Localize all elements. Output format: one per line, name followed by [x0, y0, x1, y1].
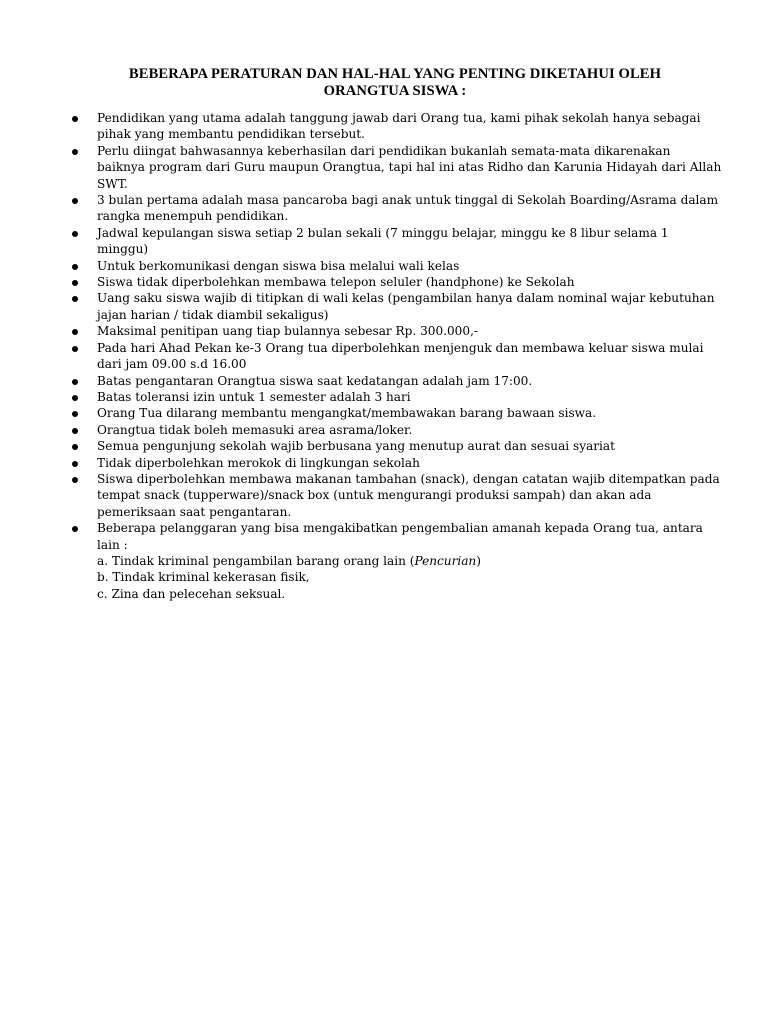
violation-a-text: a. Tindak kriminal pengambilan barang orang lain (: [97, 553, 415, 568]
violation-b: b. Tindak kriminal kekerasan fisik,: [97, 570, 310, 585]
bullet-icon: [72, 379, 78, 385]
rule-item: [72, 323, 722, 339]
bullet-icon: [72, 231, 78, 237]
rule-text: Untuk berkomunikasi dengan siswa bisa melalui wali kelas: [97, 258, 460, 273]
rule-item: [72, 471, 722, 520]
rule-item: [72, 225, 722, 258]
bullet-icon: [72, 296, 78, 302]
rule-text: Uang saku siswa wajib di titipkan di wali kelas (pengambilan hanya dalam nominal wajar kebutuhan jajan harian / tidak diambil sekaligus): [97, 291, 715, 322]
violation-a: [97, 553, 722, 569]
bullet-icon: [72, 395, 78, 401]
rule-text: Semua pengunjung sekolah wajib berbusana yang menutup aurat dan sesuai syariat: [97, 439, 615, 454]
rule-text: Siswa tidak diperbolehkan membawa telepon seluler (handphone) ke Sekolah: [97, 275, 575, 290]
rule-text: Pendidikan yang utama adalah tanggung jawab dari Orang tua, kami pihak sekolah hanya sebagai pihak yang membantu pendidikan tersebut.: [97, 111, 701, 142]
rule-text: Perlu diingat bahwasannya keberhasilan dari pendidikan bukanlah semata-mata dikarenakan baiknya program dari Guru maupun Orangtua, tapi hal ini atas Ridho dan Karunia Hidayah dari Allah SWT.: [97, 143, 722, 191]
rule-item: [72, 290, 722, 323]
rule-item: [72, 373, 722, 389]
bullet-icon: [72, 280, 78, 286]
rule-item: [72, 143, 722, 192]
bullet-icon: [72, 264, 78, 270]
title-line-2: ORANGTUA SISWA :: [323, 82, 467, 99]
rule-text: Orang Tua dilarang membantu mengangkat/membawakan barang bawaan siswa.: [97, 406, 597, 421]
bullet-icon: [72, 116, 78, 122]
rule-item: [72, 340, 722, 373]
bullet-icon: [72, 428, 78, 434]
rule-text: Beberapa pelanggaran yang bisa mengakibatkan pengembalian amanah kepada Orang tua, antara lain :: [97, 521, 703, 552]
rule-item: [72, 422, 722, 438]
document-title: [60, 66, 730, 99]
violation-a-suffix: ): [476, 553, 481, 568]
rule-item: [72, 455, 722, 471]
rule-text: Batas toleransi izin untuk 1 semester adalah 3 hari: [97, 389, 411, 404]
rule-text: Pada hari Ahad Pekan ke-3 Orang tua diperbolehkan menjenguk dan membawa keluar siswa mulai dari jam 09.00 s.d 16.00: [97, 340, 704, 372]
rule-text: Siswa diperbolehkan membawa makanan tambahan (snack), dengan catatan wajib ditempatkan pada tempat snack (tupperware)/snack box (untuk mengurangi produksi sampah) dan akan ada pemeriksaan saat pengantaran.: [97, 471, 720, 519]
rule-text: Batas pengantaran Orangtua siswa saat kedatangan adalah jam 17:00.: [97, 373, 533, 388]
rule-item: [72, 405, 722, 421]
rule-text: Maksimal penitipan uang tiap bulannya sebesar Rp. 300.000,-: [97, 324, 479, 339]
bullet-icon: [72, 477, 78, 483]
bullet-icon: [72, 411, 78, 417]
rules-list: [72, 110, 722, 602]
rule-text: 3 bulan pertama adalah masa pancaroba bagi anak untuk tinggal di Sekolah Boarding/Asrama dalam rangka menempuh pendidikan.: [97, 193, 719, 224]
violation-c: c. Zina dan pelecehan seksual.: [97, 586, 286, 601]
violation-a-italic: Pencurian: [414, 553, 477, 568]
rule-item-violations: [72, 520, 722, 602]
bullet-icon: [72, 198, 78, 204]
title-line-1: BEBERAPA PERATURAN DAN HAL-HAL YANG PENTING DIKETAHUI OLEH: [128, 66, 662, 82]
bullet-icon: [72, 346, 78, 352]
rule-item: [72, 389, 722, 405]
rule-text: Orangtua tidak boleh memasuki area asrama/loker.: [97, 422, 413, 437]
rule-item: [72, 110, 722, 143]
bullet-icon: [72, 149, 78, 155]
rule-item: [72, 258, 722, 274]
rule-item: [72, 274, 722, 290]
bullet-icon: [72, 526, 78, 532]
rule-text: Tidak diperbolehkan merokok di lingkungan sekolah: [97, 455, 420, 470]
bullet-icon: [72, 444, 78, 450]
bullet-icon: [72, 461, 78, 467]
bullet-icon: [72, 329, 78, 335]
rule-item: [72, 438, 722, 454]
rule-text: Jadwal kepulangan siswa setiap 2 bulan sekali (7 minggu belajar, minggu ke 8 libur selama 1 minggu): [97, 225, 669, 257]
rule-item: [72, 192, 722, 225]
